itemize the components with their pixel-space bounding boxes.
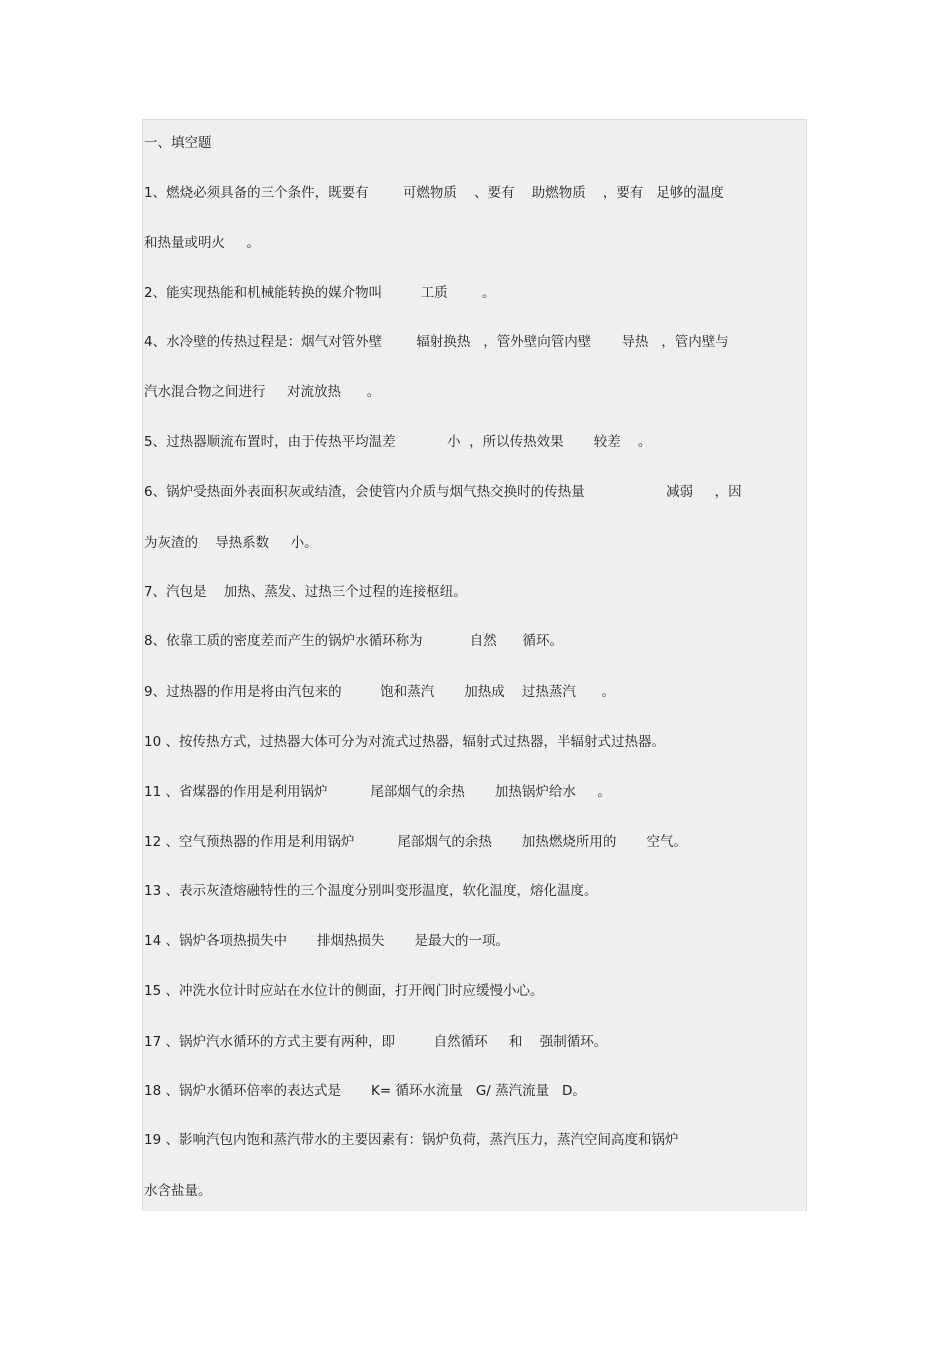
question-18: 18 、锅炉水循环倍率的表达式是 K= 循环水流量 G/ 蒸汽流量 D。	[144, 1083, 586, 1099]
question-4-line-1: 4、水冷壁的传热过程是：烟气对管外壁 辐射换热 ，管外壁向管内壁 导热 ，管内壁与	[144, 334, 729, 350]
question-5: 5、过热器顺流布置时，由于传热平均温差 小 ，所以传热效果 较差 。	[144, 434, 652, 450]
question-10: 10 、按传热方式，过热器大体可分为对流式过热器，辐射式过热器，半辐射式过热器。	[144, 734, 665, 750]
document-page	[142, 119, 807, 1211]
question-1-line-1: 1、燃烧必须具备的三个条件，既要有 可燃物质 、要有 助燃物质 ，要有 足够的温度	[144, 185, 724, 201]
question-1-line-2: 和热量或明火 。	[144, 235, 260, 251]
question-19-line-1: 19 、影响汽包内饱和蒸汽带水的主要因素有：锅炉负荷，蒸汽压力，蒸汽空间高度和锅炉	[144, 1132, 679, 1148]
question-17: 17 、锅炉汽水循环的方式主要有两种，即 自然循环 和 强制循环。	[144, 1034, 608, 1050]
question-9: 9、过热器的作用是将由汽包来的 饱和蒸汽 加热成 过热蒸汽 。	[144, 684, 616, 700]
question-15: 15 、冲洗水位计时应站在水位计的侧面，打开阀门时应缓慢小心。	[144, 983, 544, 999]
question-6-line-1: 6、锅炉受热面外表面积灰或结渣，会使管内介质与烟气热交换时的传热量 减弱 ，因	[144, 484, 742, 500]
question-7: 7、汽包是 加热、蒸发、过热三个过程的连接枢纽。	[144, 584, 467, 600]
question-19-line-2: 水含盐量。	[144, 1183, 212, 1199]
question-8: 8、依靠工质的密度差而产生的锅炉水循环称为 自然 循环。	[144, 633, 564, 649]
question-2: 2、能实现热能和机械能转换的媒介物叫 工质 。	[144, 285, 496, 301]
question-12: 12 、空气预热器的作用是利用锅炉 尾部烟气的余热 加热燃烧所用的 空气。	[144, 834, 687, 850]
question-14: 14 、锅炉各项热损失中 排烟热损失 是最大的一项。	[144, 933, 510, 949]
question-11: 11 、省煤器的作用是利用锅炉 尾部烟气的余热 加热锅炉给水 。	[144, 784, 611, 800]
question-13: 13 、表示灰渣熔融特性的三个温度分别叫变形温度，软化温度，熔化温度。	[144, 883, 598, 899]
question-6-line-2: 为灰渣的 导热系数 小。	[144, 535, 318, 551]
section-heading: 一、填空题	[144, 135, 212, 151]
question-4-line-2: 汽水混合物之间进行 对流放热 。	[144, 384, 381, 400]
